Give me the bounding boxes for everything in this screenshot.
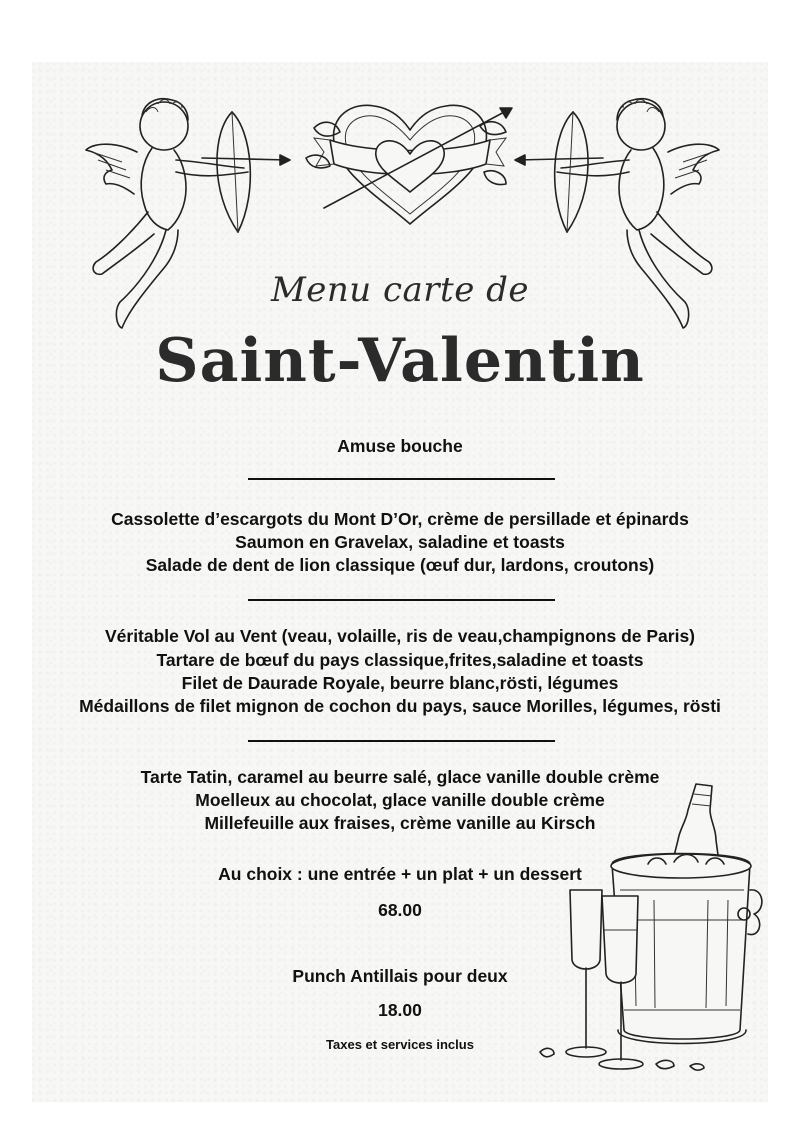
plat-item: Filet de Daurade Royale, beurre blanc,rösti, légumes	[181, 673, 619, 693]
formule-price: 68.00	[378, 900, 422, 920]
punch-price: 18.00	[378, 1000, 422, 1020]
section-divider	[248, 478, 555, 480]
dessert-item: Millefeuille aux fraises, crème vanille au Kirsch	[204, 813, 596, 833]
formule-label: Au choix : une entrée + un plat + un dessert	[218, 864, 582, 884]
plat-item: Véritable Vol au Vent (veau, volaille, ris de veau,champignons de Paris)	[104, 626, 696, 646]
entree-item: Saumon en Gravelax, saladine et toasts	[235, 532, 565, 552]
punch-label: Punch Antillais pour deux	[292, 966, 508, 986]
section-divider	[248, 740, 555, 742]
section-divider	[248, 599, 555, 601]
menu-subtitle: Menu carte de	[270, 270, 530, 310]
plat-item: Tartare de bœuf du pays classique,frites,saladine et toasts	[156, 650, 644, 670]
footer-note: Taxes et services inclus	[326, 1037, 474, 1052]
entree-item: Cassolette d’escargots du Mont D’Or, crème de persillade et épinards	[111, 509, 689, 529]
amuse-bouche-label: Amuse bouche	[337, 436, 463, 456]
champagne-bucket-illustration	[560, 780, 780, 1080]
plat-item: Médaillons de filet mignon de cochon du pays, sauce Morilles, légumes, rösti	[79, 696, 721, 716]
dessert-item: Tarte Tatin, caramel au beurre salé, glace vanille double crème	[140, 767, 660, 787]
entree-item: Salade de dent de lion classique (œuf dur, lardons, croutons)	[145, 555, 655, 575]
dessert-item: Moelleux au chocolat, glace vanille double crème	[195, 790, 605, 810]
menu-title: Saint-Valentin	[155, 326, 645, 396]
heart-emblem-illustration	[300, 98, 520, 228]
